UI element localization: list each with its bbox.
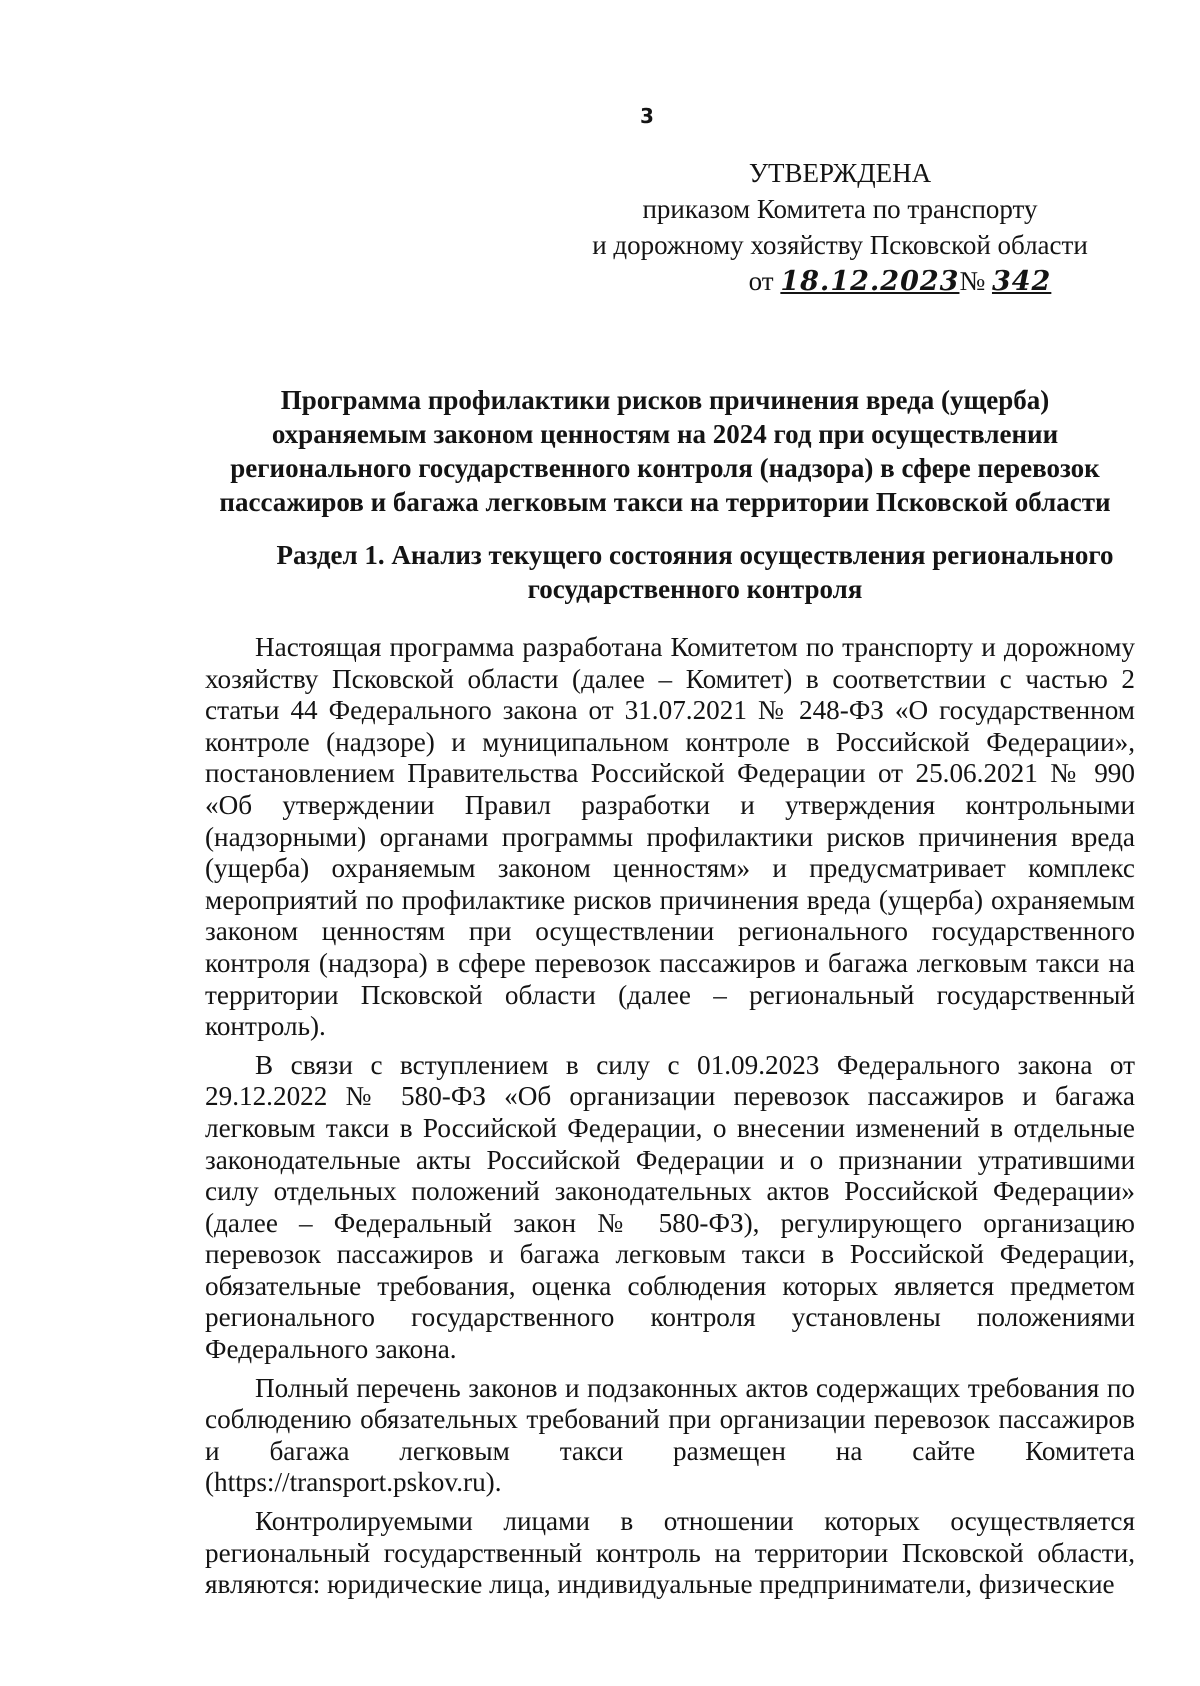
handwritten-date: 18.12.2023 — [780, 266, 960, 297]
title-line-1: Программа профилактики рисков причинения вреда (ущерба) — [280, 385, 1050, 415]
paragraph: В связи с вступлением в силу с 01.09.2023 Федерального закона от 29.12.2022 № 580-ФЗ «Об организации перевозок пассажиров и багажа легковым такси в Российской Федерации, о внесении изменений в отдельные законодательные акты Российской Федерации и о признании утратившими силу отдельных положений законодательных актов Российской Федерации» (далее – Федеральный закон № 580-ФЗ), регулирующего организацию перевозок пассажиров и багажа легковым такси в Российской Федерации, обязательные требования, оценка соблюдения которых является предметом регионального государственного контроля установлены положениями Федерального закона. — [205, 1049, 1135, 1365]
section-heading — [255, 538, 1135, 606]
approval-block — [560, 155, 1120, 300]
section-heading-line-1: Раздел 1. Анализ текущего состояния осуществления регионального — [276, 540, 1114, 570]
date-prefix: от — [748, 266, 774, 296]
title-line-2: охраняемым законом ценностям на 2024 год при осуществлении — [271, 419, 1059, 449]
paragraph: Контролируемыми лицами в отношении которых осуществляется региональный государственный контроль на территории Псковской области, являются: юридические лица, индивидуальные предприниматели, физические — [205, 1506, 1135, 1600]
section-heading-line-2: государственного контроля — [527, 574, 863, 604]
approval-status: УТВЕРЖДЕНА — [748, 158, 932, 188]
approval-line-1: приказом Комитета по транспорту — [642, 194, 1038, 224]
approval-line-2: и дорожному хозяйству Псковской области — [592, 230, 1088, 260]
paragraph: Полный перечень законов и подзаконных актов содержащих требования по соблюдению обязательных требований при организации перевозок пассажиров и багажа легковым такси размещен на сайте Комитета (https://transport.pskov.ru). — [205, 1372, 1135, 1498]
handwritten-number: 342 — [991, 266, 1052, 297]
document-title — [195, 383, 1135, 519]
page-number: 3 — [640, 104, 654, 128]
title-line-4: пассажиров и багажа легковым такси на территории Псковской области — [219, 487, 1111, 517]
paragraph: Настоящая программа разработана Комитетом по транспорту и дорожному хозяйству Псковской области (далее – Комитет) в соответствии с частью 2 статьи 44 Федерального закона от 31.07.2021 № 248-ФЗ «О государственном контроле (надзоре) и муниципальном контроле в Российской Федерации», постановлением Правительства Российской Федерации от 25.06.2021 № 990 «Об утверждении Правил разработки и утверждения контрольными (надзорными) органами программы профилактики рисков причинения вреда (ущерба) охраняемым законом ценностям» и предусматривает комплекс мероприятий по профилактике рисков причинения вреда (ущерба) охраняемым законом ценностям при осуществлении регионального государственного контроля (надзора) в сфере перевозок пассажиров и багажа легковым такси на территории Псковской области (далее – региональный государственный контроль). — [205, 632, 1135, 1042]
number-label: № — [959, 266, 986, 296]
approval-date-line — [560, 263, 1120, 300]
body-text — [205, 632, 1135, 1601]
title-line-3: регионального государственного контроля (надзора) в сфере перевозок — [230, 453, 1100, 483]
